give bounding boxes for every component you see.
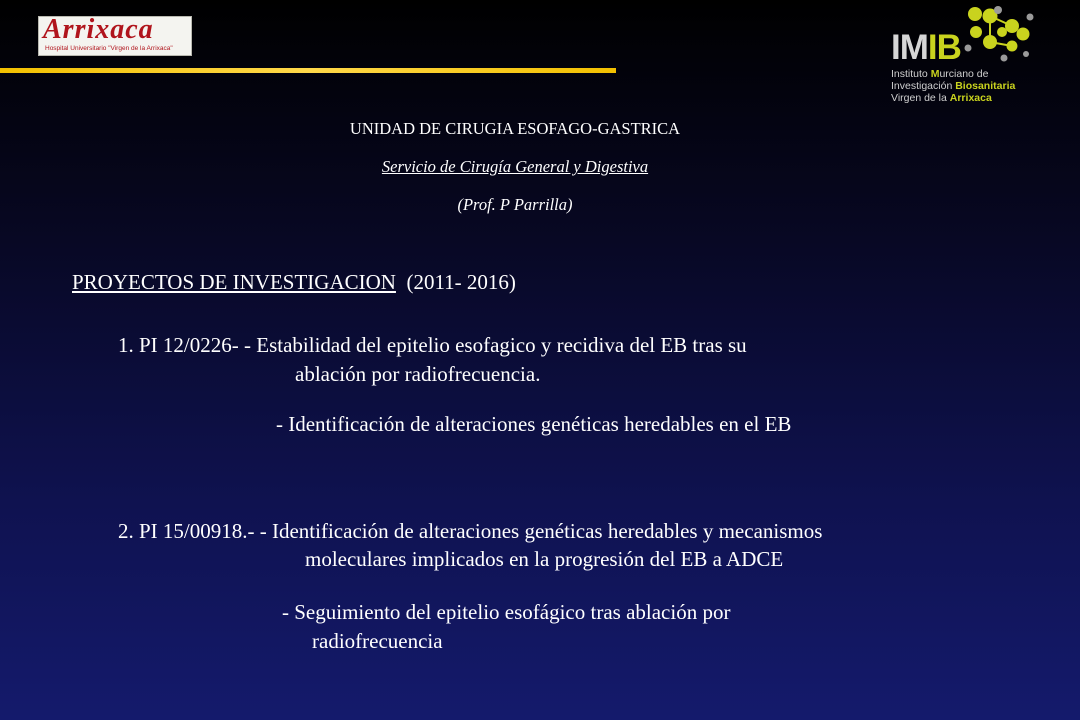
service-name: Servicio de Cirugía General y Digestiva: [381, 157, 649, 176]
gold-divider: [0, 68, 616, 73]
imib-name-line-1: Instituto Murciano de: [891, 68, 989, 80]
molecule-dot: [968, 7, 982, 21]
arrixaca-logo: [38, 16, 192, 56]
professor-name: (Prof. P Parrilla): [457, 195, 573, 214]
imib-acronym-im: IM: [891, 28, 928, 67]
arrixaca-logo-wordmark: Arrixaca: [43, 16, 154, 45]
project-2-line-4: radiofrecuencia: [312, 629, 443, 653]
molecule-dot: [1001, 55, 1008, 62]
molecule-dot: [997, 27, 1007, 37]
project-2-line-3: - Seguimiento del epitelio esofágico tras ablación por: [282, 600, 731, 624]
unit-title: UNIDAD DE CIRUGIA ESOFAGO-GASTRICA: [349, 119, 681, 138]
project-1-line-2: ablación por radiofrecuencia.: [295, 362, 541, 386]
arrixaca-logo-subtitle: Hospital Universitario "Virgen de la Arrixaca": [45, 45, 173, 52]
imib-acronym-ib: IB: [927, 28, 961, 67]
molecule-dot: [1005, 19, 1019, 33]
molecule-dot: [983, 35, 997, 49]
imib-name-line-3: Virgen de la Arrixaca: [891, 92, 992, 104]
molecule-dot: [965, 45, 972, 52]
molecule-dot: [970, 26, 982, 38]
section-years: (2011- 2016): [406, 270, 516, 294]
project-2-line-2: moleculares implicados en la progresión del EB a ADCE: [305, 547, 784, 571]
section-title: PROYECTOS DE INVESTIGACION: [72, 270, 396, 294]
molecule-dot: [1007, 41, 1018, 52]
section-heading: [72, 272, 516, 293]
project-1-line-1: 1. PI 12/0226- - Estabilidad del epitelio esofagico y recidiva del EB tras su: [118, 333, 747, 357]
imib-name-line-2: Investigación Biosanitaria: [891, 80, 1016, 92]
molecule-dot: [1017, 28, 1030, 41]
project-1-line-3: - Identificación de alteraciones genéticas heredables en el EB: [276, 412, 792, 436]
imib-acronym: [891, 30, 961, 65]
molecule-dot: [1027, 14, 1034, 21]
project-2-line-1: 2. PI 15/00918.- - Identificación de alteraciones genéticas heredables y mecanismos: [118, 519, 823, 543]
molecule-dot: [1023, 51, 1029, 57]
imib-molecule-icon: [960, 2, 1040, 72]
molecule-dot: [994, 6, 1002, 14]
